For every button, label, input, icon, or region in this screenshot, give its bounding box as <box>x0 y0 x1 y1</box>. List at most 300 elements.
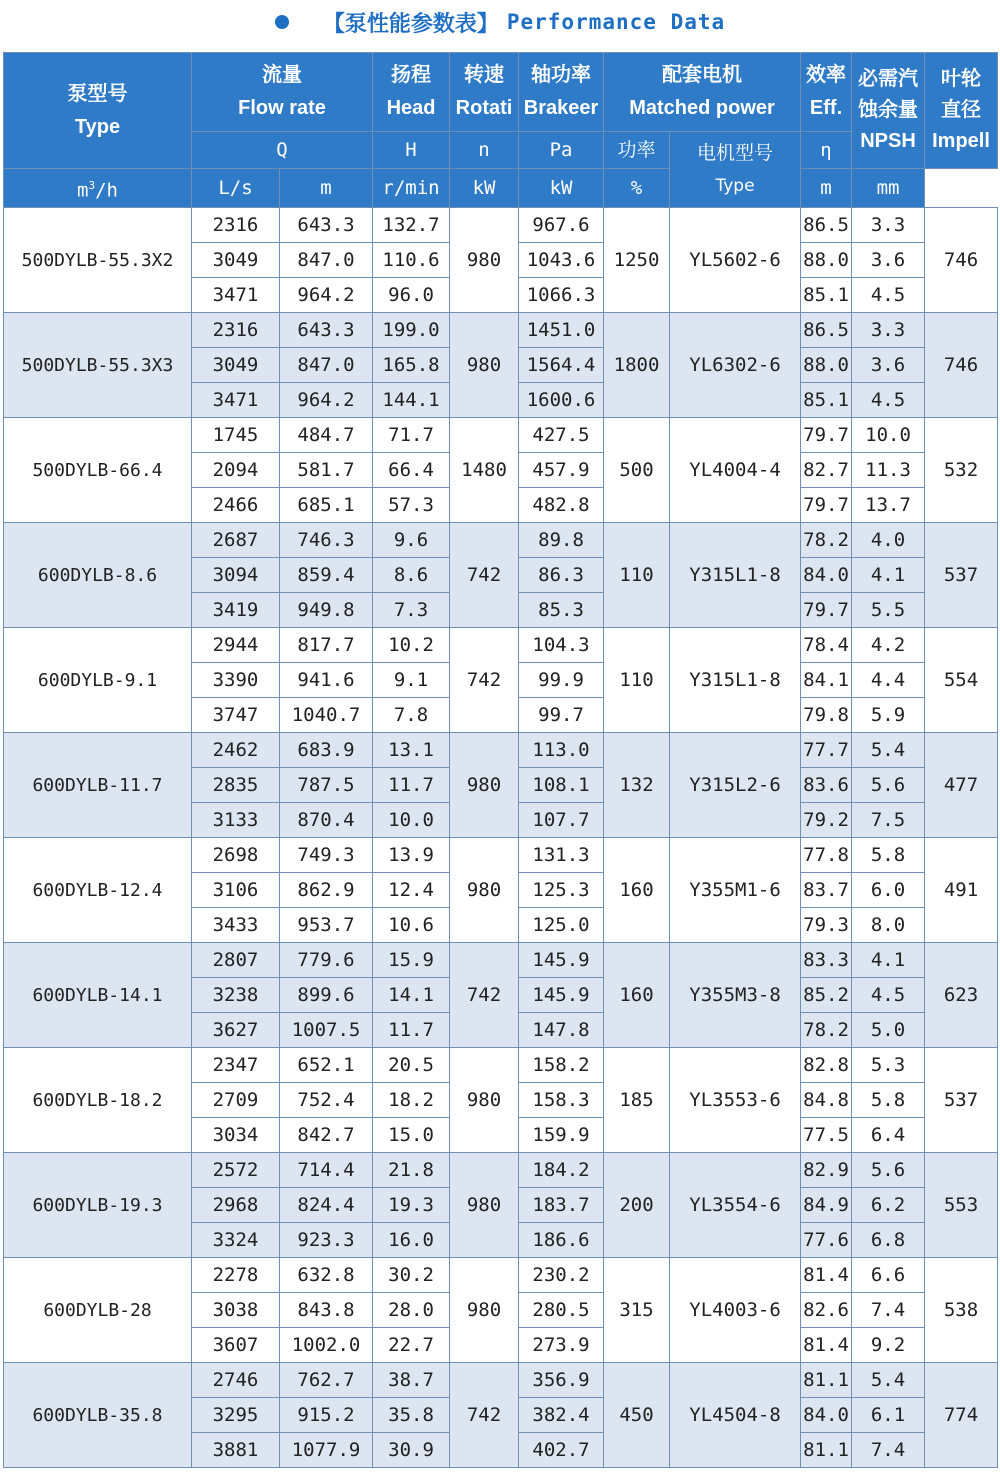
npsh-cell: 6.2 <box>852 1188 925 1223</box>
npsh-cell: 4.4 <box>852 663 925 698</box>
flow-ls-cell: 843.8 <box>280 1293 373 1328</box>
impeller-cell: 554 <box>925 628 998 733</box>
npsh-cell: 5.5 <box>852 593 925 628</box>
shaft-power-cell: 230.2 <box>519 1258 604 1293</box>
flow-ls-cell: 683.9 <box>280 733 373 768</box>
flow-ls-cell: 847.0 <box>280 348 373 383</box>
shaft-power-cell: 158.3 <box>519 1083 604 1118</box>
efficiency-cell: 82.6 <box>801 1293 852 1328</box>
unit-kw-motor: kW <box>519 169 604 208</box>
head-cell: 57.3 <box>373 488 450 523</box>
efficiency-cell: 79.7 <box>801 593 852 628</box>
flow-ls-cell: 779.6 <box>280 943 373 978</box>
pump-type-cell: 600DYLB-8.6 <box>4 523 192 628</box>
head-cell: 35.8 <box>373 1398 450 1433</box>
npsh-cell: 5.3 <box>852 1048 925 1083</box>
flow-m3h-cell: 2698 <box>192 838 280 873</box>
efficiency-cell: 84.0 <box>801 1398 852 1433</box>
head-cell: 165.8 <box>373 348 450 383</box>
unit-rmin: r/min <box>373 169 450 208</box>
npsh-cell: 4.0 <box>852 523 925 558</box>
flow-ls-cell: 1040.7 <box>280 698 373 733</box>
pump-type-cell: 500DYLB-66.4 <box>4 418 192 523</box>
npsh-cell: 4.5 <box>852 278 925 313</box>
shaft-power-cell: 85.3 <box>519 593 604 628</box>
header-sym-q: Q <box>192 132 373 169</box>
head-cell: 28.0 <box>373 1293 450 1328</box>
efficiency-cell: 85.1 <box>801 278 852 313</box>
head-cell: 38.7 <box>373 1363 450 1398</box>
head-cell: 66.4 <box>373 453 450 488</box>
head-cell: 199.0 <box>373 313 450 348</box>
flow-m3h-cell: 3471 <box>192 383 280 418</box>
flow-m3h-cell: 2709 <box>192 1083 280 1118</box>
head-cell: 10.6 <box>373 908 450 943</box>
shaft-power-cell: 1451.0 <box>519 313 604 348</box>
flow-ls-cell: 915.2 <box>280 1398 373 1433</box>
flow-ls-cell: 824.4 <box>280 1188 373 1223</box>
speed-cell: 980 <box>450 1048 519 1153</box>
flow-ls-cell: 714.4 <box>280 1153 373 1188</box>
npsh-cell: 5.6 <box>852 768 925 803</box>
pump-type-cell: 500DYLB-55.3X3 <box>4 313 192 418</box>
efficiency-cell: 78.4 <box>801 628 852 663</box>
performance-table <box>3 52 998 1468</box>
npsh-cell: 13.7 <box>852 488 925 523</box>
head-cell: 30.2 <box>373 1258 450 1293</box>
shaft-power-cell: 145.9 <box>519 978 604 1013</box>
header-eff: 效率 Eff. <box>801 53 852 132</box>
header-type: 泵型号 Type <box>4 53 192 169</box>
head-cell: 20.5 <box>373 1048 450 1083</box>
npsh-cell: 3.3 <box>852 208 925 243</box>
table-row <box>4 523 998 558</box>
speed-cell: 742 <box>450 943 519 1048</box>
header-sym-h: H <box>373 132 450 169</box>
motor-power-cell: 132 <box>604 733 670 838</box>
head-cell: 71.7 <box>373 418 450 453</box>
flow-m3h-cell: 3049 <box>192 348 280 383</box>
shaft-power-cell: 125.0 <box>519 908 604 943</box>
motor-power-cell: 500 <box>604 418 670 523</box>
head-cell: 9.6 <box>373 523 450 558</box>
flow-ls-cell: 870.4 <box>280 803 373 838</box>
npsh-cell: 4.5 <box>852 383 925 418</box>
motor-type-cell: Y355M1-6 <box>670 838 801 943</box>
head-cell: 13.1 <box>373 733 450 768</box>
speed-cell: 742 <box>450 628 519 733</box>
efficiency-cell: 81.4 <box>801 1328 852 1363</box>
unit-kw: kW <box>450 169 519 208</box>
motor-type-cell: Y315L1-8 <box>670 628 801 733</box>
efficiency-cell: 84.0 <box>801 558 852 593</box>
motor-type-cell: YL4004-4 <box>670 418 801 523</box>
npsh-cell: 6.4 <box>852 1118 925 1153</box>
npsh-cell: 5.6 <box>852 1153 925 1188</box>
shaft-power-cell: 145.9 <box>519 943 604 978</box>
head-cell: 22.7 <box>373 1328 450 1363</box>
motor-power-cell: 160 <box>604 943 670 1048</box>
flow-ls-cell: 1007.5 <box>280 1013 373 1048</box>
speed-cell: 980 <box>450 313 519 418</box>
motor-power-cell: 110 <box>604 628 670 733</box>
shaft-power-cell: 99.9 <box>519 663 604 698</box>
flow-ls-cell: 859.4 <box>280 558 373 593</box>
speed-cell: 980 <box>450 208 519 313</box>
flow-ls-cell: 643.3 <box>280 313 373 348</box>
npsh-cell: 7.4 <box>852 1293 925 1328</box>
efficiency-cell: 78.2 <box>801 1013 852 1048</box>
efficiency-cell: 83.3 <box>801 943 852 978</box>
flow-m3h-cell: 2094 <box>192 453 280 488</box>
head-cell: 15.9 <box>373 943 450 978</box>
shaft-power-cell: 89.8 <box>519 523 604 558</box>
efficiency-cell: 88.0 <box>801 243 852 278</box>
head-cell: 96.0 <box>373 278 450 313</box>
shaft-power-cell: 1066.3 <box>519 278 604 313</box>
impeller-cell: 537 <box>925 1048 998 1153</box>
flow-ls-cell: 484.7 <box>280 418 373 453</box>
shaft-power-cell: 967.6 <box>519 208 604 243</box>
efficiency-cell: 81.1 <box>801 1363 852 1398</box>
flow-m3h-cell: 3607 <box>192 1328 280 1363</box>
npsh-cell: 10.0 <box>852 418 925 453</box>
head-cell: 13.9 <box>373 838 450 873</box>
table-row <box>4 1258 998 1293</box>
motor-type-cell: YL4003-6 <box>670 1258 801 1363</box>
flow-m3h-cell: 3034 <box>192 1118 280 1153</box>
npsh-cell: 5.4 <box>852 733 925 768</box>
flow-ls-cell: 1077.9 <box>280 1433 373 1468</box>
motor-type-cell: YL6302-6 <box>670 313 801 418</box>
shaft-power-cell: 99.7 <box>519 698 604 733</box>
head-cell: 15.0 <box>373 1118 450 1153</box>
motor-type-cell: YL4504-8 <box>670 1363 801 1468</box>
unit-pct: % <box>604 169 670 208</box>
head-cell: 7.8 <box>373 698 450 733</box>
flow-ls-cell: 964.2 <box>280 278 373 313</box>
flow-ls-cell: 632.8 <box>280 1258 373 1293</box>
flow-m3h-cell: 2466 <box>192 488 280 523</box>
shaft-power-cell: 108.1 <box>519 768 604 803</box>
flow-m3h-cell: 2278 <box>192 1258 280 1293</box>
motor-type-cell: Y315L1-8 <box>670 523 801 628</box>
pump-type-cell: 600DYLB-9.1 <box>4 628 192 733</box>
npsh-cell: 5.8 <box>852 838 925 873</box>
efficiency-cell: 77.5 <box>801 1118 852 1153</box>
head-cell: 10.0 <box>373 803 450 838</box>
efficiency-cell: 79.3 <box>801 908 852 943</box>
unit-mm: mm <box>852 169 925 208</box>
speed-cell: 980 <box>450 838 519 943</box>
motor-power-cell: 315 <box>604 1258 670 1363</box>
npsh-cell: 3.6 <box>852 348 925 383</box>
title-cn: 【泵性能参数表】 <box>322 11 499 37</box>
flow-m3h-cell: 2316 <box>192 208 280 243</box>
unit-m-npsh: m <box>801 169 852 208</box>
table-row <box>4 1363 998 1398</box>
header-sym-n: n <box>450 132 519 169</box>
shaft-power-cell: 457.9 <box>519 453 604 488</box>
npsh-cell: 6.1 <box>852 1398 925 1433</box>
shaft-power-cell: 113.0 <box>519 733 604 768</box>
shaft-power-cell: 86.3 <box>519 558 604 593</box>
shaft-power-cell: 186.6 <box>519 1223 604 1258</box>
flow-m3h-cell: 3419 <box>192 593 280 628</box>
head-cell: 9.1 <box>373 663 450 698</box>
header-impeller: 叶轮 直径 Impell <box>925 53 998 169</box>
motor-power-cell: 200 <box>604 1153 670 1258</box>
pump-type-cell: 600DYLB-35.8 <box>4 1363 192 1468</box>
impeller-cell: 774 <box>925 1363 998 1468</box>
header-motor-type: 电机型号 Type <box>670 132 801 208</box>
flow-ls-cell: 899.6 <box>280 978 373 1013</box>
flow-m3h-cell: 3390 <box>192 663 280 698</box>
header-motor: 配套电机 Matched power <box>604 53 801 132</box>
impeller-cell: 532 <box>925 418 998 523</box>
flow-m3h-cell: 3747 <box>192 698 280 733</box>
efficiency-cell: 82.8 <box>801 1048 852 1083</box>
speed-cell: 980 <box>450 733 519 838</box>
speed-cell: 980 <box>450 1258 519 1363</box>
flow-ls-cell: 685.1 <box>280 488 373 523</box>
motor-power-cell: 185 <box>604 1048 670 1153</box>
efficiency-cell: 86.5 <box>801 208 852 243</box>
motor-power-cell: 1800 <box>604 313 670 418</box>
impeller-cell: 553 <box>925 1153 998 1258</box>
flow-ls-cell: 862.9 <box>280 873 373 908</box>
impeller-cell: 538 <box>925 1258 998 1363</box>
motor-type-cell: Y355M3-8 <box>670 943 801 1048</box>
flow-m3h-cell: 2347 <box>192 1048 280 1083</box>
bullet-icon <box>275 15 289 29</box>
flow-m3h-cell: 3324 <box>192 1223 280 1258</box>
head-cell: 14.1 <box>373 978 450 1013</box>
flow-m3h-cell: 2835 <box>192 768 280 803</box>
impeller-cell: 623 <box>925 943 998 1048</box>
head-cell: 11.7 <box>373 768 450 803</box>
pump-type-cell: 600DYLB-14.1 <box>4 943 192 1048</box>
flow-m3h-cell: 2462 <box>192 733 280 768</box>
head-cell: 21.8 <box>373 1153 450 1188</box>
npsh-cell: 11.3 <box>852 453 925 488</box>
impeller-cell: 746 <box>925 313 998 418</box>
flow-ls-cell: 941.6 <box>280 663 373 698</box>
efficiency-cell: 79.7 <box>801 488 852 523</box>
npsh-cell: 3.3 <box>852 313 925 348</box>
pump-type-cell: 600DYLB-12.4 <box>4 838 192 943</box>
flow-ls-cell: 953.7 <box>280 908 373 943</box>
efficiency-cell: 86.5 <box>801 313 852 348</box>
header-npsh: 必需汽 蚀余量 NPSH <box>852 53 925 169</box>
head-cell: 11.7 <box>373 1013 450 1048</box>
efficiency-cell: 88.0 <box>801 348 852 383</box>
pump-type-cell: 500DYLB-55.3X2 <box>4 208 192 313</box>
head-cell: 132.7 <box>373 208 450 243</box>
shaft-power-cell: 131.3 <box>519 838 604 873</box>
table-row <box>4 943 998 978</box>
flow-ls-cell: 643.3 <box>280 208 373 243</box>
npsh-cell: 9.2 <box>852 1328 925 1363</box>
shaft-power-cell: 356.9 <box>519 1363 604 1398</box>
table-row <box>4 313 998 348</box>
shaft-power-cell: 273.9 <box>519 1328 604 1363</box>
flow-ls-cell: 964.2 <box>280 383 373 418</box>
speed-cell: 742 <box>450 523 519 628</box>
npsh-cell: 4.2 <box>852 628 925 663</box>
flow-ls-cell: 746.3 <box>280 523 373 558</box>
npsh-cell: 6.8 <box>852 1223 925 1258</box>
head-cell: 18.2 <box>373 1083 450 1118</box>
flow-m3h-cell: 3049 <box>192 243 280 278</box>
shaft-power-cell: 159.9 <box>519 1118 604 1153</box>
shaft-power-cell: 402.7 <box>519 1433 604 1468</box>
flow-ls-cell: 842.7 <box>280 1118 373 1153</box>
motor-type-cell: Y315L2-6 <box>670 733 801 838</box>
flow-m3h-cell: 3038 <box>192 1293 280 1328</box>
table-row <box>4 418 998 453</box>
head-cell: 110.6 <box>373 243 450 278</box>
shaft-power-cell: 147.8 <box>519 1013 604 1048</box>
header-head: 扬程 Head <box>373 53 450 132</box>
flow-m3h-cell: 2807 <box>192 943 280 978</box>
flow-m3h-cell: 2572 <box>192 1153 280 1188</box>
motor-power-cell: 110 <box>604 523 670 628</box>
shaft-power-cell: 184.2 <box>519 1153 604 1188</box>
flow-m3h-cell: 2944 <box>192 628 280 663</box>
shaft-power-cell: 104.3 <box>519 628 604 663</box>
flow-ls-cell: 817.7 <box>280 628 373 663</box>
impeller-cell: 746 <box>925 208 998 313</box>
efficiency-cell: 84.9 <box>801 1188 852 1223</box>
shaft-power-cell: 125.3 <box>519 873 604 908</box>
unit-m: m <box>280 169 373 208</box>
speed-cell: 742 <box>450 1363 519 1468</box>
speed-cell: 980 <box>450 1153 519 1258</box>
flow-ls-cell: 652.1 <box>280 1048 373 1083</box>
flow-m3h-cell: 3627 <box>192 1013 280 1048</box>
shaft-power-cell: 183.7 <box>519 1188 604 1223</box>
npsh-cell: 5.4 <box>852 1363 925 1398</box>
npsh-cell: 7.5 <box>852 803 925 838</box>
efficiency-cell: 85.1 <box>801 383 852 418</box>
flow-m3h-cell: 3106 <box>192 873 280 908</box>
flow-ls-cell: 752.4 <box>280 1083 373 1118</box>
title-en: Performance Data <box>506 10 726 34</box>
npsh-cell: 4.1 <box>852 558 925 593</box>
npsh-cell: 8.0 <box>852 908 925 943</box>
pump-type-cell: 600DYLB-28 <box>4 1258 192 1363</box>
flow-m3h-cell: 2316 <box>192 313 280 348</box>
header-flow: 流量 Flow rate <box>192 53 373 132</box>
header-sym-pa: Pa <box>519 132 604 169</box>
head-cell: 30.9 <box>373 1433 450 1468</box>
flow-m3h-cell: 3295 <box>192 1398 280 1433</box>
shaft-power-cell: 382.4 <box>519 1398 604 1433</box>
flow-m3h-cell: 3094 <box>192 558 280 593</box>
efficiency-cell: 79.8 <box>801 698 852 733</box>
npsh-cell: 6.6 <box>852 1258 925 1293</box>
efficiency-cell: 84.1 <box>801 663 852 698</box>
efficiency-cell: 83.6 <box>801 768 852 803</box>
motor-type-cell: YL3554-6 <box>670 1153 801 1258</box>
shaft-power-cell: 1043.6 <box>519 243 604 278</box>
npsh-cell: 4.5 <box>852 978 925 1013</box>
pump-type-cell: 600DYLB-11.7 <box>4 733 192 838</box>
impeller-cell: 477 <box>925 733 998 838</box>
npsh-cell: 7.4 <box>852 1433 925 1468</box>
npsh-cell: 3.6 <box>852 243 925 278</box>
shaft-power-cell: 158.2 <box>519 1048 604 1083</box>
flow-m3h-cell: 2687 <box>192 523 280 558</box>
flow-ls-cell: 847.0 <box>280 243 373 278</box>
motor-power-cell: 450 <box>604 1363 670 1468</box>
flow-m3h-cell: 2968 <box>192 1188 280 1223</box>
motor-type-cell: YL5602-6 <box>670 208 801 313</box>
efficiency-cell: 82.9 <box>801 1153 852 1188</box>
head-cell: 7.3 <box>373 593 450 628</box>
head-cell: 144.1 <box>373 383 450 418</box>
shaft-power-cell: 107.7 <box>519 803 604 838</box>
speed-cell: 1480 <box>450 418 519 523</box>
table-row <box>4 1048 998 1083</box>
efficiency-cell: 83.7 <box>801 873 852 908</box>
flow-ls-cell: 923.3 <box>280 1223 373 1258</box>
table-row <box>4 733 998 768</box>
pump-type-cell: 600DYLB-18.2 <box>4 1048 192 1153</box>
shaft-power-cell: 482.8 <box>519 488 604 523</box>
flow-m3h-cell: 1745 <box>192 418 280 453</box>
flow-m3h-cell: 3433 <box>192 908 280 943</box>
flow-ls-cell: 787.5 <box>280 768 373 803</box>
table-row <box>4 208 998 243</box>
header-speed: 转速 Rotati <box>450 53 519 132</box>
npsh-cell: 5.8 <box>852 1083 925 1118</box>
shaft-power-cell: 280.5 <box>519 1293 604 1328</box>
table-row <box>4 838 998 873</box>
efficiency-cell: 81.1 <box>801 1433 852 1468</box>
efficiency-cell: 79.7 <box>801 418 852 453</box>
npsh-cell: 4.1 <box>852 943 925 978</box>
efficiency-cell: 77.6 <box>801 1223 852 1258</box>
head-cell: 16.0 <box>373 1223 450 1258</box>
pump-type-cell: 600DYLB-19.3 <box>4 1153 192 1258</box>
head-cell: 19.3 <box>373 1188 450 1223</box>
impeller-cell: 491 <box>925 838 998 943</box>
motor-power-cell: 160 <box>604 838 670 943</box>
efficiency-cell: 85.2 <box>801 978 852 1013</box>
head-cell: 8.6 <box>373 558 450 593</box>
efficiency-cell: 82.7 <box>801 453 852 488</box>
page-title <box>0 0 1000 44</box>
efficiency-cell: 79.2 <box>801 803 852 838</box>
motor-type-cell: YL3553-6 <box>670 1048 801 1153</box>
header-sym-eta: η <box>801 132 852 169</box>
table-row <box>4 628 998 663</box>
table-row <box>4 1153 998 1188</box>
impeller-cell: 537 <box>925 523 998 628</box>
flow-ls-cell: 581.7 <box>280 453 373 488</box>
header-power: 轴功率 Brakeer <box>519 53 604 132</box>
flow-ls-cell: 1002.0 <box>280 1328 373 1363</box>
flow-m3h-cell: 3471 <box>192 278 280 313</box>
unit-m3h: $m^3/h$ <box>4 169 192 208</box>
npsh-cell: 5.0 <box>852 1013 925 1048</box>
shaft-power-cell: 1564.4 <box>519 348 604 383</box>
npsh-cell: 5.9 <box>852 698 925 733</box>
efficiency-cell: 77.7 <box>801 733 852 768</box>
shaft-power-cell: 1600.6 <box>519 383 604 418</box>
